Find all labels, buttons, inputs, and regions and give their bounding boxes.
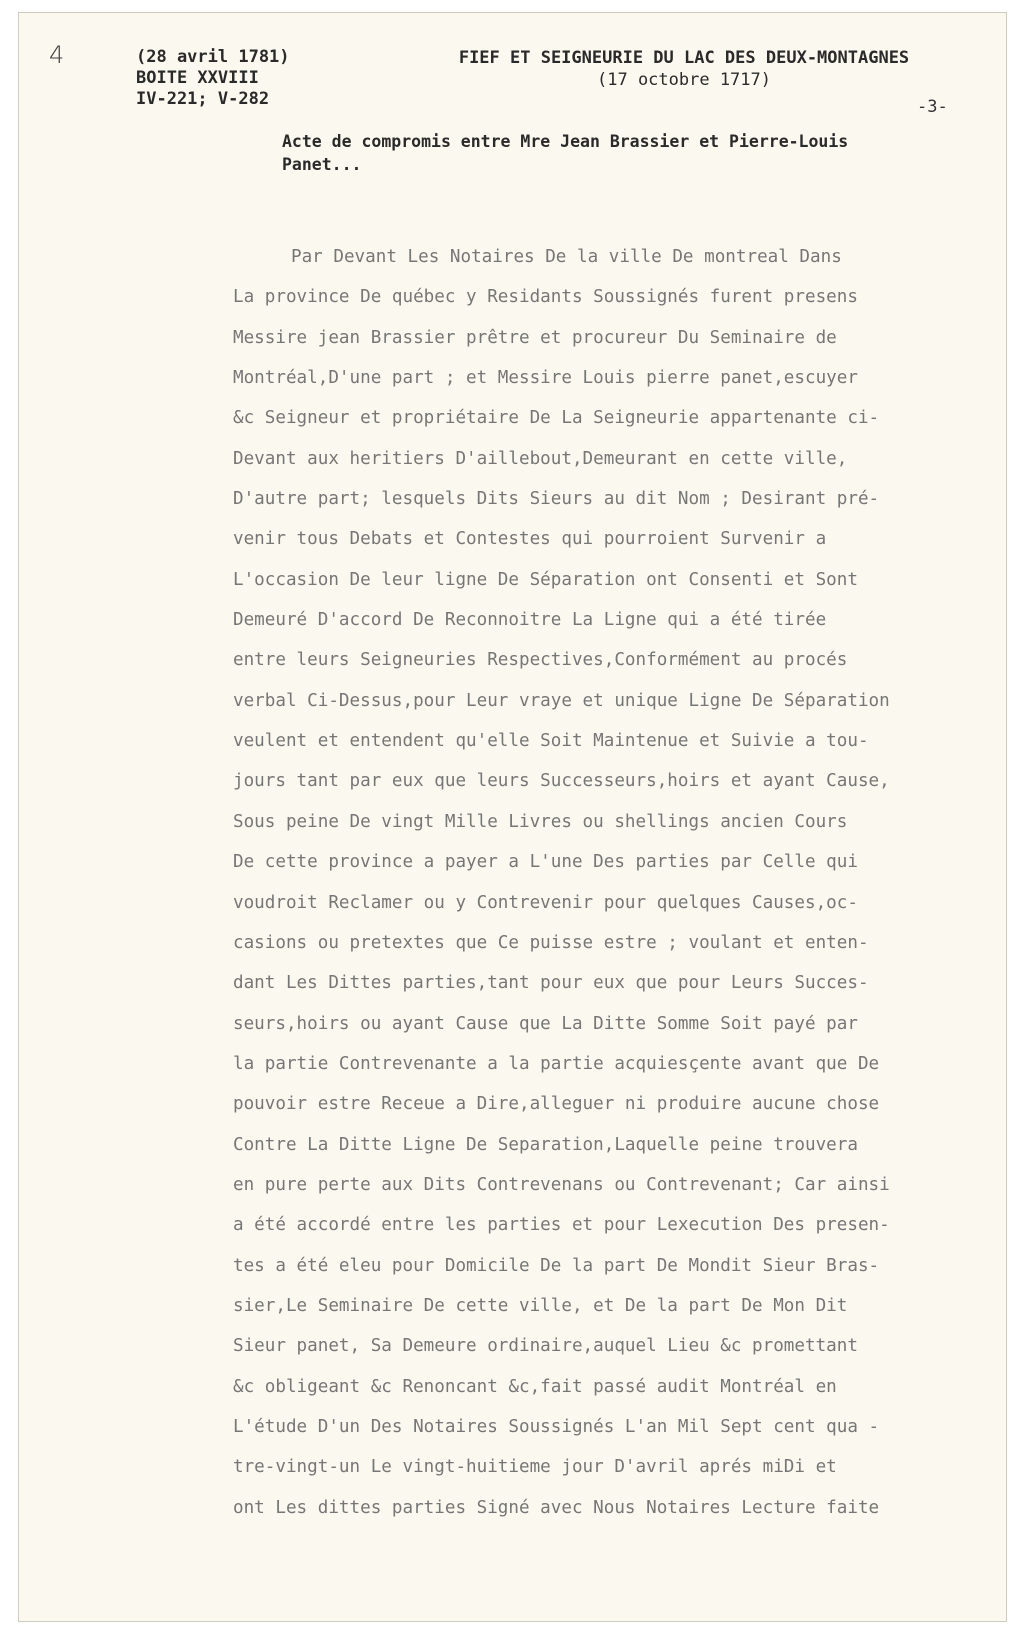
body-line: tre-vingt-un Le vingt-huitieme jour D'avril aprés miDi et [233, 1457, 837, 1478]
body-line: pouvoir estre Receue a Dire,alleguer ni produire aucune chose [233, 1094, 880, 1115]
body-line: Sieur panet, Sa Demeure ordinaire,auquel Lieu &c promettant [233, 1336, 858, 1357]
body-line: venir tous Debats et Contestes qui pourroient Survenir a [233, 529, 827, 550]
body-line: entre leurs Seigneuries Respectives,Conformément au procés [233, 650, 848, 671]
body-line: Contre La Ditte Ligne De Separation,Laquelle peine trouvera [233, 1134, 858, 1155]
body-line: dant Les Dittes parties,tant pour eux que pour Leurs Succes- [233, 973, 869, 994]
document-page [18, 12, 1007, 1622]
body-text [233, 237, 890, 1528]
body-line: veulent et entendent qu'elle Soit Maintenue et Suivie a tou- [233, 731, 869, 752]
body-line: Par Devant Les Notaires De la ville De montreal Dans [291, 247, 842, 267]
body-line: La province De québec y Residants Soussignés furent presens [233, 287, 858, 308]
archive-reference [136, 47, 290, 110]
body-line: Demeuré D'accord De Reconnoitre La Ligne qui a été tirée [233, 610, 827, 631]
document-heading [414, 47, 954, 91]
body-line: L'occasion De leur ligne De Séparation ont Consenti et Sont [233, 569, 858, 590]
body-line: Sous peine De vingt Mille Livres ou shellings ancien Cours [233, 811, 848, 832]
act-title-line: Acte de compromis entre Mre Jean Brassier et Pierre-Louis [282, 132, 849, 151]
body-line: voudroit Reclamer ou y Contrevenir pour quelques Causes,oc- [233, 892, 858, 913]
body-line: Montréal,D'une part ; et Messire Louis pierre panet,escuyer [233, 368, 858, 389]
reference-volume: IV-221; V-282 [136, 89, 270, 109]
body-line: sier,Le Seminaire De cette ville, et De la part De Mon Dit [233, 1295, 848, 1316]
body-line: la partie Contrevenante a la partie acquiesçente avant que De [233, 1053, 880, 1074]
body-line: Messire jean Brassier prêtre et procureur Du Seminaire de [233, 327, 837, 348]
act-title [282, 130, 997, 176]
body-line: D'autre part; lesquels Dits Sieurs au dit Nom ; Desirant pré- [233, 489, 880, 510]
body-line: verbal Ci-Dessus,pour Leur vraye et unique Ligne De Séparation [233, 690, 890, 711]
body-line: seurs,hoirs ou ayant Cause que La Ditte Somme Soit payé par [233, 1013, 858, 1034]
body-line: Devant aux heritiers D'aillebout,Demeurant en cette ville, [233, 448, 848, 469]
body-line: casions ou pretextes que Ce puisse estre ; voulant et enten- [233, 932, 869, 953]
body-line: en pure perte aux Dits Contrevenans ou Contrevenant; Car ainsi [233, 1174, 890, 1195]
body-line: jours tant par eux que leurs Successeurs,hoirs et ayant Cause, [233, 771, 890, 792]
body-line: De cette province a payer a L'une Des parties par Celle qui [233, 852, 858, 873]
body-line: a été accordé entre les parties et pour Lexecution Des presen- [233, 1215, 890, 1236]
page-number: -3- [917, 97, 948, 117]
heading-title: FIEF ET SEIGNEURIE DU LAC DES DEUX-MONTAGNES [458, 48, 910, 68]
body-line: &c obligeant &c Renoncant &c,fait passé audit Montréal en [233, 1376, 837, 1397]
reference-date: (28 avril 1781) [136, 47, 290, 67]
reference-box: BOITE XXVIII [136, 68, 259, 88]
folio-number: 4 [49, 41, 65, 69]
body-line: L'étude D'un Des Notaires Soussignés L'an Mil Sept cent qua - [233, 1416, 880, 1437]
act-title-line: Panet... [282, 155, 362, 174]
body-line: tes a été eleu pour Domicile De la part De Mondit Sieur Bras- [233, 1255, 880, 1276]
body-line: ont Les dittes parties Signé avec Nous Notaires Lecture faite [233, 1497, 880, 1518]
body-line: &c Seigneur et propriétaire De La Seigneurie appartenante ci- [233, 408, 880, 429]
heading-date: (17 octobre 1717) [597, 70, 771, 90]
